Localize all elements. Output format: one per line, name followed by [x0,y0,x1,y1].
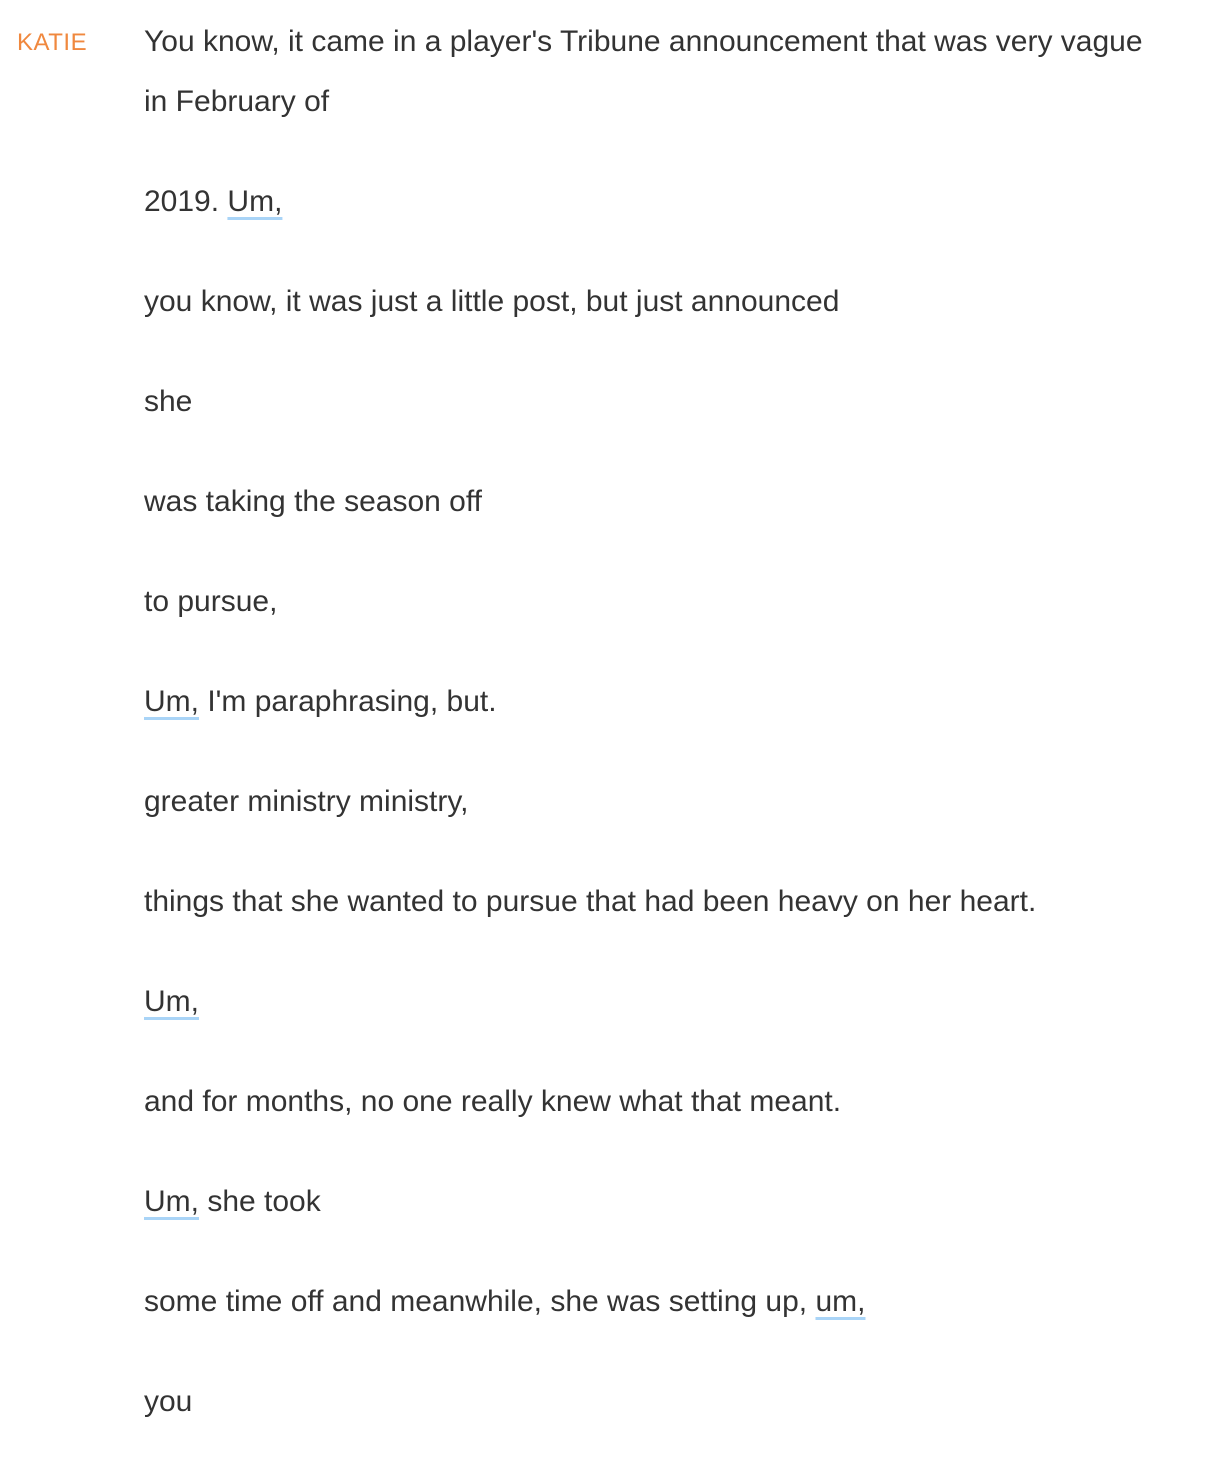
transcript-segment[interactable] [144,12,1151,132]
segment-text: was taking the season off [144,485,482,518]
segment-text: You know, it came in a player's Tribune announcement that was very vague in February of [144,25,1151,118]
segment-text: greater ministry ministry, [144,785,469,818]
segment-text: I'm paraphrasing, but. [199,685,497,718]
transcript-segment[interactable] [144,672,1144,732]
segment-text: to pursue, [144,585,278,618]
segment-text: 2019. [144,185,228,218]
transcript-segment[interactable] [144,272,1144,332]
transcript-segment[interactable] [144,472,1144,532]
segment-text: she [144,385,193,418]
speaker-label: KATIE [17,29,88,56]
transcript-segments [144,12,1151,1432]
filler-word[interactable]: um, [815,1285,866,1318]
transcript-segment[interactable] [144,972,1144,1032]
transcript-segment[interactable] [144,572,1144,632]
filler-word[interactable]: Um, [144,985,199,1018]
transcript-segment[interactable] [144,1072,1144,1132]
transcript-segment[interactable] [144,772,1144,832]
transcript-segment[interactable] [144,1172,1144,1232]
filler-word[interactable]: Um, [144,685,199,718]
transcript-segment[interactable] [144,872,1144,932]
transcript-segment[interactable] [144,1372,1144,1432]
filler-word[interactable]: Um, [144,1185,199,1218]
filler-word[interactable]: Um, [227,185,283,218]
segment-text: she took [199,1185,321,1218]
segment-text: some time off and meanwhile, she was setting up, [144,1285,816,1318]
transcript-segment[interactable] [144,372,1144,432]
transcript-segment[interactable] [144,1272,1144,1332]
segment-text: you know, it was just a little post, but just announced [144,285,840,318]
transcript-segment[interactable] [144,172,1144,232]
segment-text: and for months, no one really knew what that meant. [144,1085,842,1118]
segment-text: things that she wanted to pursue that had been heavy on her heart. [144,885,1037,918]
segment-text: you [144,1385,193,1418]
